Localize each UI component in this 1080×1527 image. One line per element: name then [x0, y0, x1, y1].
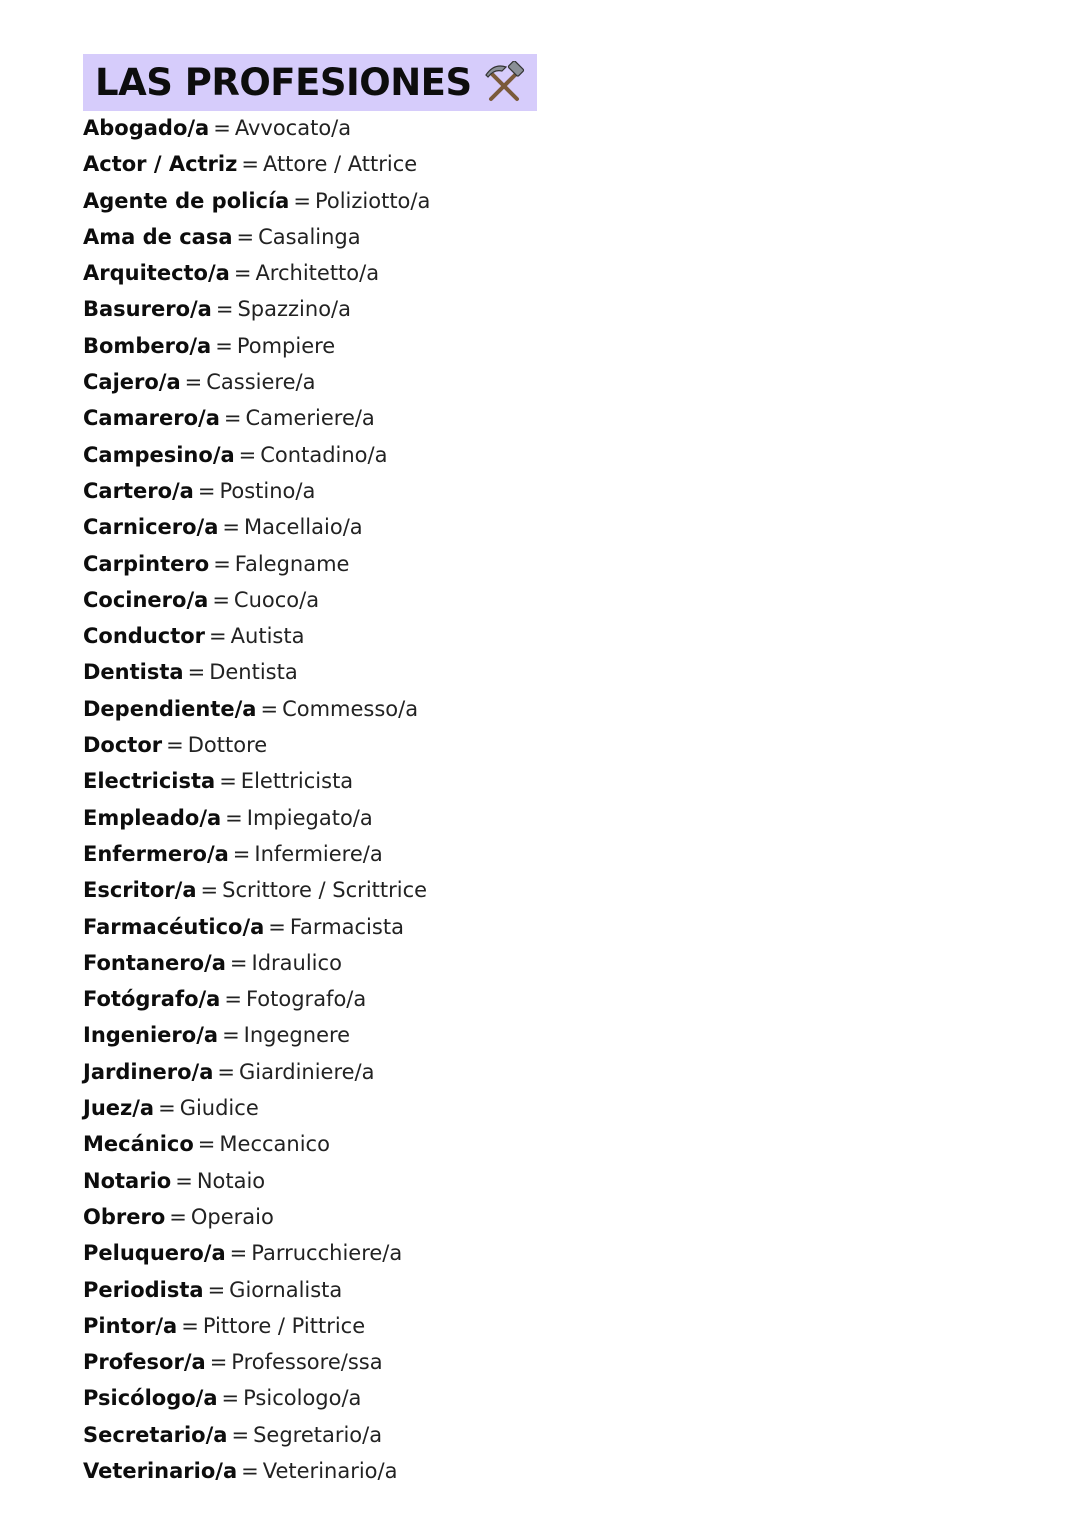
list-item [83, 981, 430, 1017]
equals-sign: = [181, 1313, 199, 1338]
list-item [83, 255, 430, 291]
italian-translation: Attore / Attrice [262, 152, 418, 177]
equals-sign: = [217, 1059, 235, 1084]
equals-sign: = [225, 805, 243, 830]
spanish-term: Carnicero/a [83, 515, 219, 540]
italian-translation: Elettricista [240, 769, 354, 794]
spanish-term: Dentista [83, 660, 184, 685]
equals-sign: = [200, 878, 219, 903]
list-item [83, 1126, 430, 1162]
equals-sign: = [222, 515, 241, 540]
equals-sign: = [224, 987, 242, 1012]
spanish-term: Agente de policía [83, 188, 290, 213]
list-item [83, 328, 430, 364]
equals-sign: = [166, 733, 184, 758]
list-item [83, 763, 430, 799]
equals-sign: = [238, 442, 257, 467]
italian-translation: Idraulico [251, 950, 342, 975]
spanish-term: Cajero/a [83, 370, 181, 395]
italian-translation: Pompiere [236, 333, 336, 358]
list-item [83, 1017, 430, 1053]
spanish-term: Pintor/a [83, 1313, 178, 1338]
italian-translation: Giudice [179, 1096, 259, 1121]
list-item [83, 727, 430, 763]
spanish-term: Carpintero [83, 551, 210, 576]
list-item [83, 146, 430, 182]
list-item [83, 800, 430, 836]
equals-sign: = [241, 1458, 259, 1483]
spanish-term: Cocinero/a [83, 587, 209, 612]
spanish-term: Ama de casa [83, 224, 233, 249]
list-item [83, 1054, 430, 1090]
equals-sign: = [233, 261, 252, 286]
equals-sign: = [231, 1422, 250, 1447]
hammer-and-pick-icon [482, 61, 526, 105]
list-item [83, 618, 430, 654]
list-item [83, 1380, 430, 1416]
list-item [83, 509, 430, 545]
equals-sign: = [219, 769, 237, 794]
italian-translation: Giornalista [229, 1277, 343, 1302]
equals-sign: = [222, 1023, 240, 1048]
italian-translation: Professore/ssa [231, 1350, 383, 1375]
list-item [83, 1453, 430, 1489]
list-item [83, 1199, 430, 1235]
list-item [83, 1272, 430, 1308]
list-item [83, 1090, 430, 1126]
spanish-term: Basurero/a [83, 297, 212, 322]
spanish-term: Abogado/a [83, 116, 210, 140]
list-item [83, 473, 430, 509]
equals-sign: = [268, 914, 286, 939]
list-item [83, 546, 430, 582]
list-item [83, 872, 430, 908]
equals-sign: = [232, 841, 251, 866]
spanish-term: Camarero/a [83, 406, 220, 431]
italian-translation: Postino/a [219, 478, 316, 503]
spanish-term: Campesino/a [83, 442, 235, 467]
spanish-term: Fontanero/a [83, 950, 226, 975]
equals-sign: = [229, 1241, 248, 1266]
italian-translation: Meccanico [219, 1132, 330, 1157]
list-item [83, 437, 430, 473]
spanish-term: Jardinero/a [83, 1059, 214, 1084]
equals-sign: = [209, 1350, 228, 1375]
italian-translation: Impiegato/a [246, 805, 373, 830]
list-item [83, 1417, 430, 1453]
spanish-term: Farmacéutico/a [83, 914, 265, 939]
equals-sign: = [207, 1277, 226, 1302]
italian-translation: Autista [230, 624, 305, 649]
list-item [83, 836, 430, 872]
equals-sign: = [215, 333, 233, 358]
spanish-term: Juez/a [83, 1096, 155, 1121]
spanish-term: Fotógrafo/a [83, 987, 221, 1012]
equals-sign: = [229, 950, 248, 975]
italian-translation: Architetto/a [255, 261, 380, 286]
italian-translation: Spazzino/a [237, 297, 351, 322]
italian-translation: Ingegnere [243, 1023, 351, 1048]
equals-sign: = [158, 1096, 176, 1121]
page-title: LAS PROFESIONES [95, 61, 472, 104]
italian-translation: Dottore [187, 733, 268, 758]
list-item [83, 1344, 430, 1380]
list-item [83, 654, 430, 690]
italian-translation: Pittore / Pittrice [202, 1313, 366, 1338]
equals-sign: = [236, 224, 255, 249]
spanish-term: Dependiente/a [83, 696, 257, 721]
spanish-term: Enfermero/a [83, 841, 229, 866]
italian-translation: Falegname [234, 551, 350, 576]
spanish-term: Obrero [83, 1204, 166, 1229]
spanish-term: Cartero/a [83, 478, 194, 503]
list-item [83, 691, 430, 727]
italian-translation: Casalinga [258, 224, 361, 249]
equals-sign: = [187, 660, 206, 685]
list-item [83, 110, 430, 146]
list-item [83, 945, 430, 981]
spanish-term: Arquitecto/a [83, 261, 230, 286]
equals-sign: = [293, 188, 311, 213]
spanish-term: Ingeniero/a [83, 1023, 219, 1048]
equals-sign: = [223, 406, 242, 431]
italian-translation: Cuoco/a [233, 587, 320, 612]
spanish-term: Escritor/a [83, 878, 197, 903]
equals-sign: = [260, 696, 279, 721]
italian-translation: Giardiniere/a [239, 1059, 375, 1084]
spanish-term: Bombero/a [83, 333, 212, 358]
list-item [83, 1163, 430, 1199]
italian-translation: Contadino/a [260, 442, 388, 467]
list-item [83, 364, 430, 400]
equals-sign: = [213, 551, 231, 576]
spanish-term: Conductor [83, 624, 206, 649]
list-item [83, 909, 430, 945]
italian-translation: Avvocato/a [234, 116, 352, 140]
list-item [83, 219, 430, 255]
spanish-term: Periodista [83, 1277, 204, 1302]
spanish-term: Notario [83, 1168, 172, 1193]
italian-translation: Commesso/a [282, 696, 419, 721]
equals-sign: = [175, 1168, 193, 1193]
italian-translation: Cameriere/a [245, 406, 375, 431]
equals-sign: = [184, 370, 203, 395]
italian-translation: Veterinario/a [262, 1458, 398, 1483]
spanish-term: Profesor/a [83, 1350, 206, 1375]
list-item [83, 1235, 430, 1271]
equals-sign: = [212, 587, 230, 612]
spanish-term: Electricista [83, 769, 216, 794]
equals-sign: = [197, 1132, 216, 1157]
spanish-term: Veterinario/a [83, 1458, 238, 1483]
italian-translation: Infermiere/a [254, 841, 383, 866]
spanish-term: Actor / Actriz [83, 152, 238, 177]
equals-sign: = [241, 152, 259, 177]
italian-translation: Parrucchiere/a [251, 1241, 403, 1266]
equals-sign: = [215, 297, 234, 322]
spanish-term: Psicólogo/a [83, 1386, 218, 1411]
equals-sign: = [169, 1204, 187, 1229]
spanish-term: Empleado/a [83, 805, 222, 830]
list-item [83, 1308, 430, 1344]
italian-translation: Fotografo/a [245, 987, 367, 1012]
italian-translation: Cassiere/a [206, 370, 316, 395]
list-item [83, 183, 430, 219]
vocabulary-list [83, 110, 430, 1489]
equals-sign: = [221, 1386, 240, 1411]
list-item [83, 400, 430, 436]
spanish-term: Doctor [83, 733, 163, 758]
spanish-term: Peluquero/a [83, 1241, 226, 1266]
italian-translation: Psicologo/a [243, 1386, 362, 1411]
equals-sign: = [209, 624, 227, 649]
italian-translation: Scrittore / Scrittrice [222, 878, 428, 903]
page-title-banner [83, 54, 537, 111]
italian-translation: Segretario/a [253, 1422, 383, 1447]
list-item [83, 582, 430, 618]
italian-translation: Macellaio/a [244, 515, 363, 540]
italian-translation: Notaio [196, 1168, 266, 1193]
list-item [83, 291, 430, 327]
italian-translation: Farmacista [289, 914, 404, 939]
italian-translation: Dentista [209, 660, 298, 685]
equals-sign: = [197, 478, 216, 503]
spanish-term: Mecánico [83, 1132, 194, 1157]
spanish-term: Secretario/a [83, 1422, 228, 1447]
equals-sign: = [213, 116, 231, 140]
italian-translation: Operaio [190, 1204, 274, 1229]
italian-translation: Poliziotto/a [314, 188, 431, 213]
